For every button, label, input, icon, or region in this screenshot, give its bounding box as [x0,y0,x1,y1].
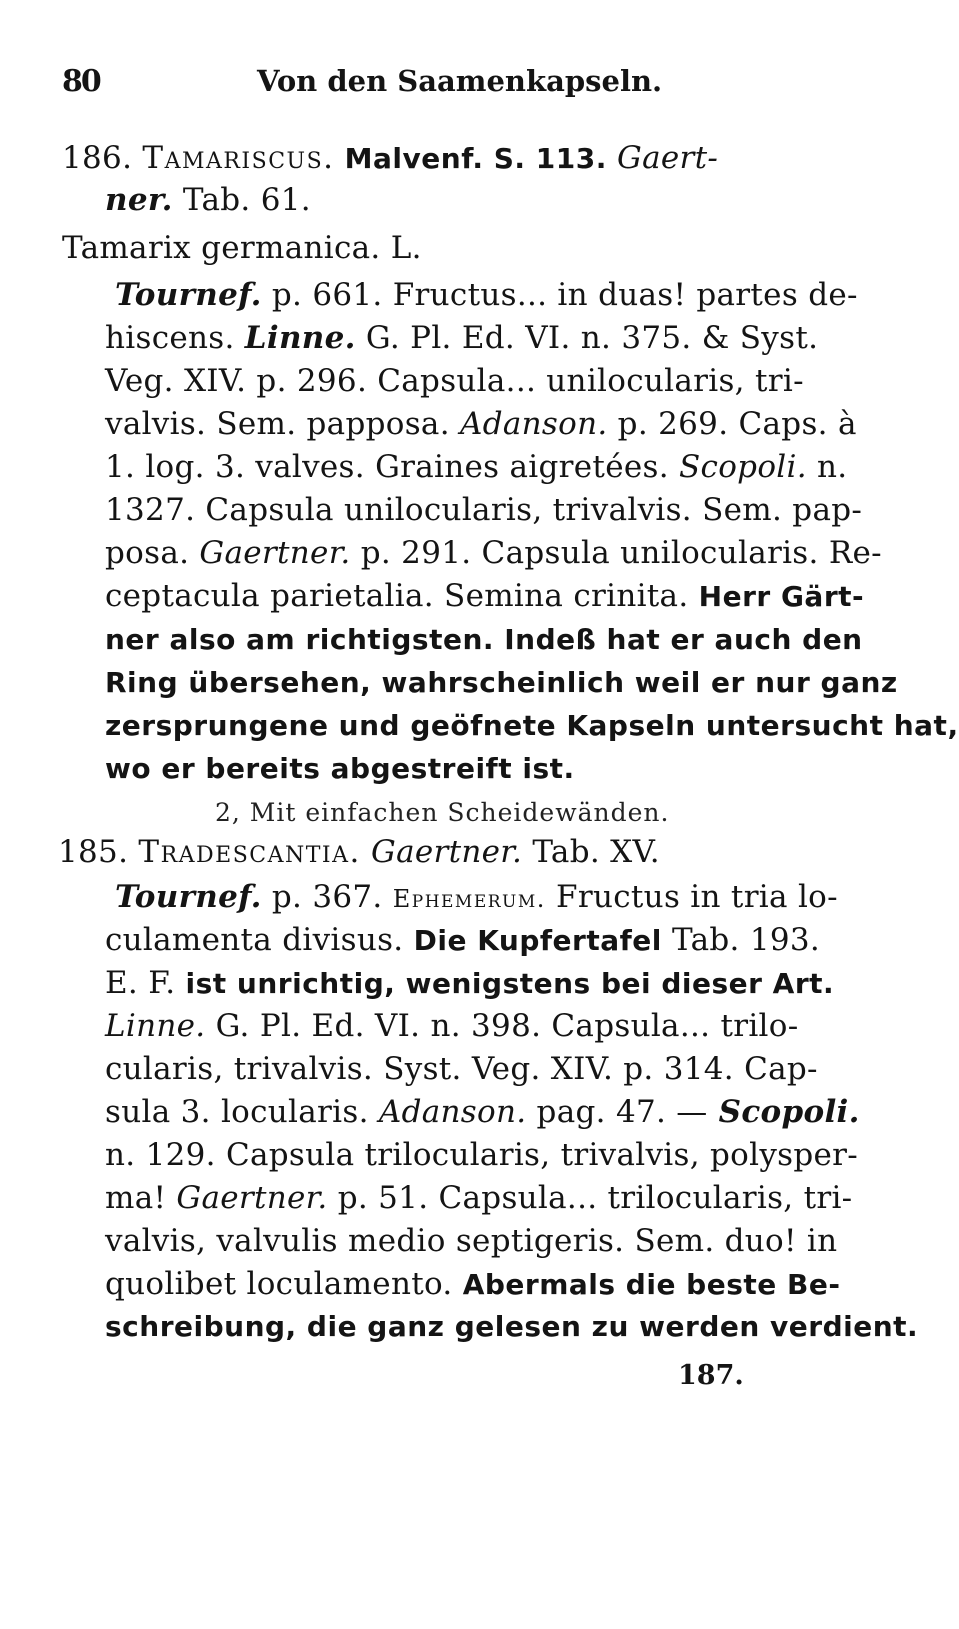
text-line: ceptacula parietalia. Semina crinita. Herr Gärt- [105,578,865,614]
page-number: 80 [62,64,100,99]
author-ref: Gaertner. [371,834,523,870]
german-text-line: wo er bereits abgestreift ist. [105,752,575,785]
plate-ref: Tab. XV. [532,834,660,870]
text-line: Linne. G. Pl. Ed. VI. n. 398. Capsula... trilo- [105,1008,799,1044]
text-line: ma! Gaertner. p. 51. Capsula... trilocularis, tri- [105,1180,853,1216]
text-line: 1. log. 3. valves. Graines aigretées. Scopoli. n. [105,449,848,485]
text-line: Tournef. p. 367. Ephemerum. Fructus in tria lo- [115,879,838,915]
page-header [62,58,762,106]
section-heading: 2, Mit einfachen Scheidewänden. [215,798,670,827]
text-line: quolibet loculamento. Abermals die beste Be- [105,1266,841,1302]
text-line: hiscens. Linne. G. Pl. Ed. VI. n. 375. & Syst. [105,320,819,356]
running-title: Von den Saamenkapseln. [257,64,663,98]
reference: Malvenf. S. 113. [344,142,607,175]
text-line: Tournef. p. 661. Fructus... in duas! partes de- [115,277,858,313]
entry-number: 185. [58,834,129,870]
entry-number: 186. [62,140,133,176]
entry-186-heading-cont [105,180,311,220]
catchword: 187. [678,1360,744,1391]
text-line: cularis, trivalvis. Syst. Veg. XIV. p. 314. Cap- [105,1051,818,1087]
genus-name: Tamariscus. [142,140,335,176]
text-line: posa. Gaertner. p. 291. Capsula unilocularis. Re- [105,535,882,571]
text-line: sula 3. locularis. Adanson. pag. 47. — Scopoli. [105,1094,860,1130]
text-line: n. 129. Capsula trilocularis, trivalvis, polysper- [105,1137,859,1173]
text-line: E. F. ist unrichtig, wenigstens bei dieser Art. [105,965,835,1001]
species-name: Tamarix germanica. L. [62,230,422,266]
genus-name: Tradescantia. [138,834,361,870]
entry-186-heading [62,138,718,179]
plate-ref: Tab. 61. [182,182,311,218]
text-line: valvis, valvulis medio septigeris. Sem. duo! in [105,1223,838,1259]
author-ref-cont: ner. [105,182,173,218]
text-line: valvis. Sem. papposa. Adanson. p. 269. Caps. à [105,406,857,442]
author-ref: Gaert- [617,140,719,176]
text-line: Veg. XIV. p. 296. Capsula... unilocularis, tri- [105,363,804,399]
german-text-line: zersprungene und geöfnete Kapseln untersucht hat, [105,709,959,742]
german-text-line: ner also am richtigsten. Indeß hat er auch den [105,623,863,656]
entry-185-heading [58,832,660,872]
german-text-line: schreibung, die ganz gelesen zu werden verdient. [105,1310,919,1343]
german-text-line: Ring übersehen, wahrscheinlich weil er nur ganz [105,666,898,699]
text-line: 1327. Capsula unilocularis, trivalvis. Sem. pap- [105,492,863,528]
text-line: culamenta divisus. Die Kupfertafel Tab. 193. [105,922,821,958]
